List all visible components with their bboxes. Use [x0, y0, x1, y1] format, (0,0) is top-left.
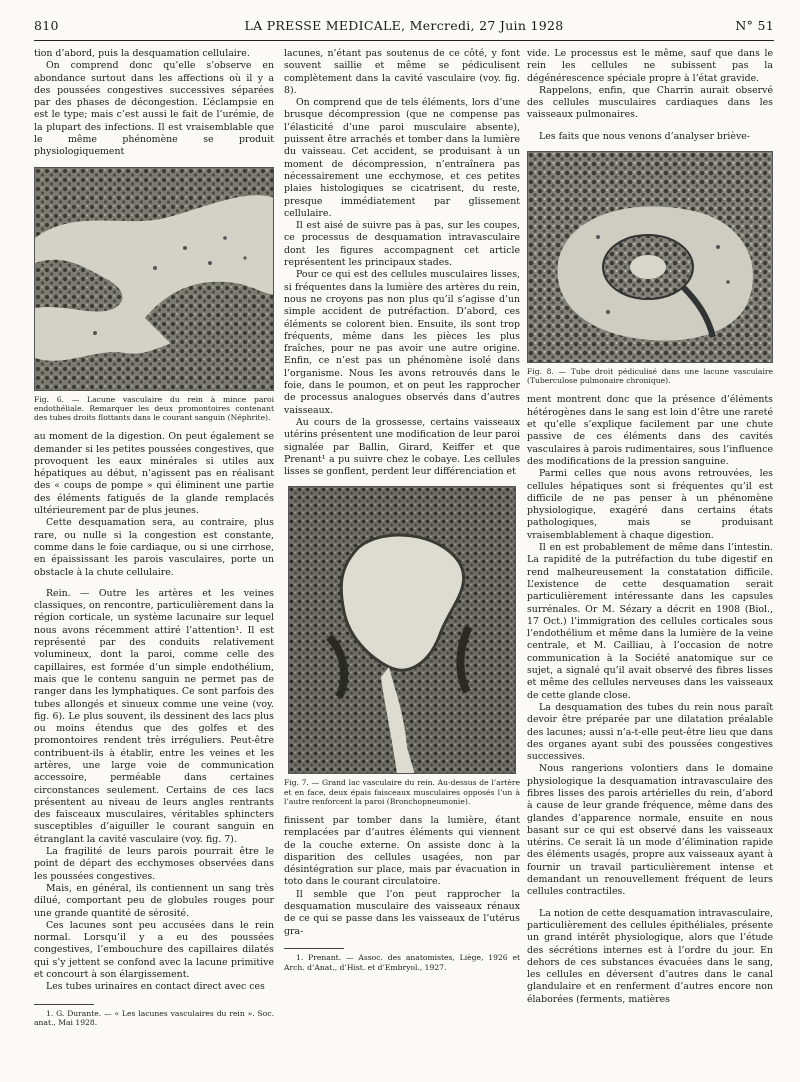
paragraph: Mais, en général, ils contiennent un sang très dilué, comportant peu de globules rouges pour une grande quantité de sérosité. — [34, 882, 274, 919]
paragraph: La fragilité de leurs parois pourrait être le point de départ des ecchymoses observées dans les poussées congestives. — [34, 846, 274, 882]
paragraph: La desquamation des tubes du rein nous paraît devoir être préparée par une dilatation préalable des lacunes; aussi n’a-t-elle peut-être lieu que dans des organes ayant subi des poussées congestives successives. — [527, 701, 773, 763]
paragraph: ment montrent donc que la présence d’éléments hétérogènes dans le sang est loin d’être une rareté et qu’elle s’explique facilement par une chute passive de ces éléments dans des cavités vasculaires à parois rudimentaires, sous l’influence des modifications de la pression sanguine. — [527, 394, 773, 467]
footnote: 1. Prenant. — Assoc. des anatomistes, Liège, 1926 et Arch. d’Anat., d’Hist. et d’Embryol., 1927. — [284, 952, 520, 972]
paragraph: Les tubes urinaires en contact direct avec ces — [46, 981, 265, 993]
figure-8-micrograph — [527, 151, 773, 363]
paragraph: Cette desquamation sera, au contraire, plus rare, ou nulle si la congestion est constante, comme dans le foie cardiaque, ou si une cirrhose, en épaississant les parois vasculaires, porte un obstacle à la chute cellulaire. — [34, 517, 274, 578]
footnote-rule — [34, 1004, 94, 1005]
figure-7-caption: Fig. 7. — Grand lac vasculaire du rein. Au-dessus de l’artère et en face, deux épais faisceaux musculaires opposés l’un à l’autre renforcent la paroi (Bronchopneumonie). — [284, 778, 520, 806]
paragraph: au moment de la digestion. On peut également se demander si les petites poussées congestives, que provoquent les eaux minérales si utiles aux hépatiques au début, n’agissent pas en réalisant des « coups de pompe » qui éliminent une partie des éléments fatigués de la glande remplacés ultérieurement par de plus jeunes. — [34, 431, 274, 517]
paragraph: Parmi celles que nous avons retrouvées, les cellules hépatiques sont si fréquentes qu’il est difficile de ne pas penser à un phénomène physiologique, exagéré dans certains états pathologiques, mais se produisant vraisemblablement à chaque digestion. — [527, 468, 773, 541]
figure-6-caption: Fig. 6. — Lacune vasculaire du rein à mince paroi endothéliale. Remarquer les deux promontoires contenant des tubes droits flottants dans le courant sanguin (Néphrite). — [34, 394, 274, 423]
issue-number: N° 51 — [735, 18, 774, 33]
paragraph: On comprend que de tels éléments, lors d’une brusque décompression (que ne compense pas l’élasticité d’une paroi musculaire absente), puissent être arrachés et tomber dans la lumière du vaisseau. Cet accident, se produisant à un moment de décompression, n’entraînera pas nécessairement une ecchymose, et ces petites plaies histologiques se cicatrisent, du reste, presque immédiatement par glissement cellulaire. — [284, 97, 520, 219]
paragraph: lacunes, n’étant pas soutenus de ce côté, y font souvent saillie et même se pédiculisent complètement dans la cavité vasculaire (voy. fig. 8). — [284, 48, 520, 96]
figure-8-caption: Fig. 8. — Tube droit pédiculisé dans une lacune vasculaire (Tuberculose pulmonaire chronique). — [527, 367, 773, 386]
paragraph: Il en est probablement de même dans l’intestin. La rapidité de la putréfaction du tube digestif en rend malheureusement la constatation difficile. L’existence de cette desquamation serait particulièrement intéressante dans les capsules surrénales. Or M. Sézary a décrit en 1908 (Biol., 17 Oct.) l’immigration des cellules corticales sous l’endothélium et même dans la lumière de la veine centrale, et M. Cailliau, à l’occasion de notre communication à la Société anatomique sur ce sujet, a signalé qu’il avait observé des fibres lisses et même des cellules nerveuses dans les vaisseaux de cette glande close. — [527, 542, 773, 701]
paragraph: Les faits que nous venons d’analyser briève- — [539, 130, 750, 142]
paragraph: Pour ce qui est des cellules musculaires lisses, si fréquentes dans la lumière des artères du rein, nous ne croyons pas non plus qu’il s’agisse d’un simple accident de putréfaction. D’abord, ces éléments se colorent bien. Ensuite, ils sont trop fréquents, même dans les pièces les plus fraîches, pour ne pas avoir une autre origine. Enfin, ce n’est pas un phénomène isolé dans l’organisme. Nous les avons retrouvés dans le foie, dans le poumon, et on peut les rapprocher de processus analogues observés dans d’autres vaisseaux. — [284, 269, 520, 416]
page-header — [34, 18, 774, 38]
column-1 — [34, 48, 274, 1028]
paragraph: La notion de cette desquamation intravasculaire, particulièrement des cellules épithéliales, présente un grand intérêt physiologique, alors que l’étude des sécrétions internes est à l’ordre du jour. En dehors de ces substances évacuées dans le sang, les cellules en déversent d’autres dans le canal glandulaire et en renferment d’autres encore non élaborées (ferments, matières — [527, 907, 773, 1005]
paragraph-rein: Rein. — Outre les artères et les veines classiques, on rencontre, particulièrement dans la région corticale, un système lacunaire sur lequel nous avons récemment attiré l’attention¹. Il est représenté par des conduits relativement volumineux, dont la paroi, comme celle des capillaires, est formée d’un simple endothélium, mais que le contenu sanguin ne permet pas de ranger dans les lymphatiques. Ce sont parfois des tubes allongés et sinueux comme une veine (voy. fig. 6). Le plus souvent, ils dessinent des lacs plus ou moins étendus que des golfes et des promontoires rendent très irréguliers. Peut-être contribuent-ils à établir, entre les veines et les artères, une large voie de communication accessoire, perméable dans certaines circonstances seulement. Certains de ces lacs présentent au niveau de leurs angles rentrants des faisceaux musculaires, véritables sphincters susceptibles d’aiguiller le courant sanguin en étranglant la cavité vasculaire (voy. fig. 7). — [34, 587, 274, 845]
paragraph: finissent par tomber dans la lumière, étant remplacées par d’autres éléments qui viennent de la couche externe. On assiste donc à la disparition des cellules usagées, non par désintégration sur place, mais par évacuation in toto dans le courant circulatoire. — [284, 815, 520, 888]
figure-6-micrograph — [34, 167, 274, 391]
paragraph: Nous rangerions volontiers dans le domaine physiologique la desquamation intravasculaire des fibres lisses des parois artérielles du rein, d’abord à cause de leur grande fréquence, même dans des glandes d’apparence normale, ensuite en nous basant sur ce qui est observé dans les vaisseaux utérins. Ce serait là un mode d’élimination rapide des éléments usagés, propre aux vaisseaux ayant à fournir un travail particulièrement intense et demandant un renouvellement fréquent de leurs cellules contractiles. — [527, 763, 773, 898]
column-2 — [284, 48, 520, 972]
paragraph: vide. Le processus est le même, sauf que dans le rein les cellules ne subissent pas la dégénérescence spéciale propre à l’état gravide. — [527, 48, 773, 84]
paragraph: Au cours de la grossesse, certains vaisseaux utérins présentent une modification de leur paroi signalée par Ballin, Girard, Keiffer et que Prenant¹ a pu suivre chez le cobaye. Les cellules lisses se gonflent, perdent leur différenciation et — [284, 416, 520, 478]
journal-title: LA PRESSE MEDICALE, Mercredi, 27 Juin 1928 — [244, 18, 564, 33]
figure-7-micrograph — [288, 486, 516, 774]
vascular-lake-image — [289, 487, 516, 774]
paragraph: Il semble que l’on peut rapprocher la desquamation musculaire des vaisseaux rénaux de ce qui se passe dans les vaisseaux de l’utérus gra- — [284, 888, 520, 937]
footnote-rule — [284, 948, 344, 949]
paragraph: tion d’abord, puis la desquamation cellulaire. — [34, 48, 250, 59]
paragraph: Il est aisé de suivre pas à pas, sur les coupes, ce processus de desquamation intravasculaire dont les figures accompagnent cet article représentent les principaux stades. — [284, 220, 520, 269]
page-number: 810 — [34, 18, 59, 33]
footnote: 1. G. Durante. — « Les lacunes vasculaires du rein ». Soc. anat., Mai 1928. — [34, 1008, 274, 1028]
column-3 — [527, 48, 773, 1006]
paragraph: On comprend donc qu’elle s’observe en abondance surtout dans les affections où il y a des poussées congestives successives séparées par des phases de décongestion. L’éclampsie en est le type; mais c’est aussi le fait de l’urémie, de la plupart des infections. Il est vraisemblable que le même phénomène se produit physiologiquement — [34, 60, 274, 158]
paragraph: Ces lacunes sont peu accusées dans le rein normal. Lorsqu’il y a eu des poussées congestives, l’embouchure des capillaires dilatés qui s’y jettent se confond avec la lacune primitive et concourt à son élargissement. — [34, 919, 274, 981]
pedunculated-tube-image — [528, 152, 773, 363]
paragraph: Rappelons, enfin, que Charrin aurait observé des cellules musculaires cardiaques dans les vaisseaux pulmonaires. — [527, 84, 773, 121]
header-rule — [34, 40, 774, 41]
kidney-lacuna-image — [35, 168, 274, 391]
